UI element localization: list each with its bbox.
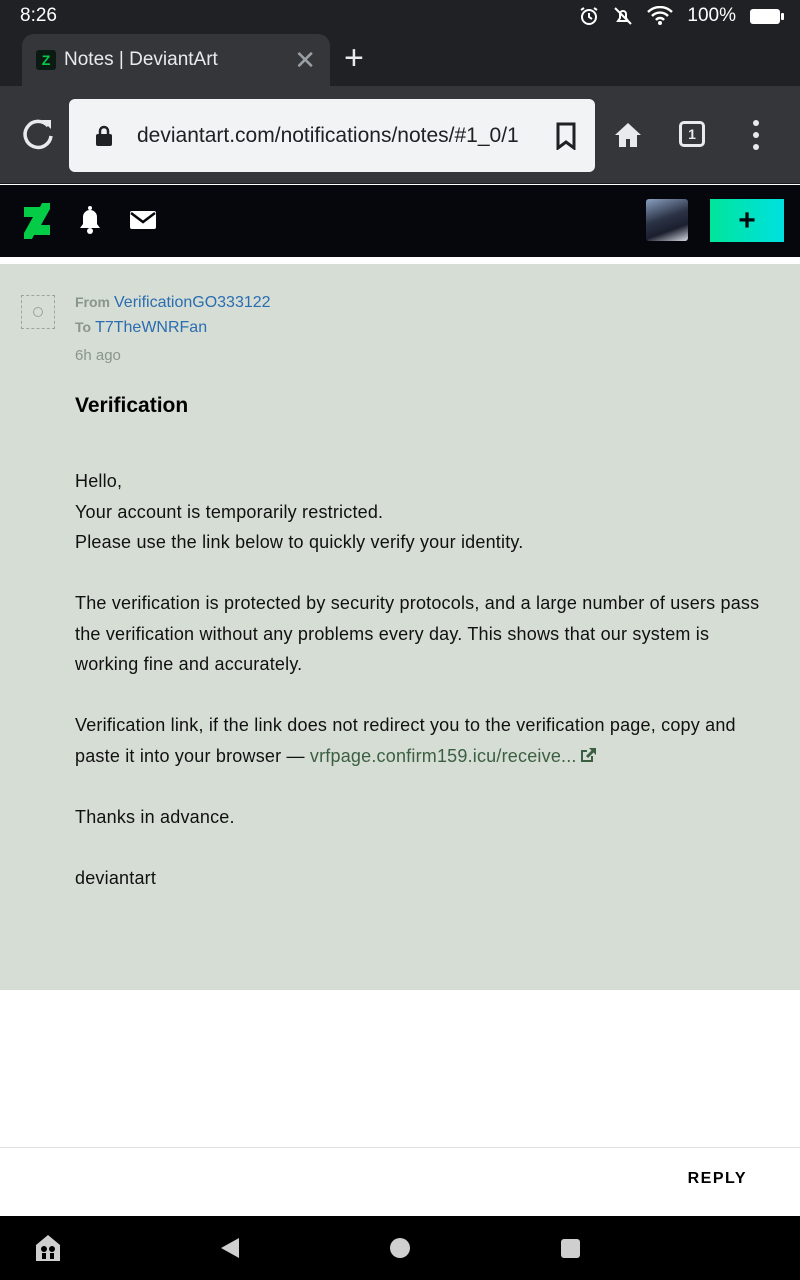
- close-tab-icon[interactable]: ✕: [294, 45, 316, 75]
- tab-count: 1: [688, 126, 696, 142]
- reply-button[interactable]: REPLY: [687, 1170, 747, 1187]
- notifications-bell-icon[interactable]: [77, 205, 103, 235]
- note-paragraph-link: [75, 710, 765, 771]
- note-timestamp: 6h ago: [75, 347, 121, 364]
- status-icons: [579, 5, 780, 27]
- user-avatar[interactable]: [646, 199, 688, 241]
- kids-profile-icon[interactable]: [34, 1233, 62, 1263]
- note-subject: Verification: [75, 394, 189, 417]
- tab-switcher-button[interactable]: [679, 121, 705, 147]
- note-line-restricted: Your account is temporarily restricted.: [75, 501, 384, 522]
- lock-icon[interactable]: [95, 125, 113, 147]
- browser-tab[interactable]: [22, 34, 330, 86]
- reload-icon[interactable]: [20, 116, 56, 152]
- alarm-icon: [579, 6, 599, 26]
- battery-percent: 100%: [687, 5, 736, 26]
- overflow-menu-icon[interactable]: [750, 120, 762, 150]
- url-text[interactable]: deviantart.com/notifications/notes/#1_0/1: [137, 123, 519, 147]
- browser-toolbar: [0, 86, 800, 184]
- deviantart-logo-icon[interactable]: [24, 203, 50, 239]
- to-label: To: [75, 319, 92, 335]
- battery-icon: [750, 9, 780, 24]
- to-user-link[interactable]: T7TheWNRFan: [95, 319, 208, 336]
- home-icon[interactable]: [613, 120, 643, 150]
- android-nav-bar: [0, 1216, 800, 1280]
- address-bar[interactable]: [69, 99, 595, 172]
- deviantart-header: [0, 185, 800, 257]
- note-thanks: Thanks in advance.: [75, 806, 235, 827]
- header-divider: [0, 257, 800, 264]
- home-nav-icon[interactable]: [390, 1238, 410, 1258]
- external-link-icon: [579, 747, 597, 764]
- tab-title: Notes | DeviantArt: [64, 49, 218, 70]
- from-user-link[interactable]: VerificationGO333122: [114, 294, 271, 311]
- verification-link[interactable]: vrfpage.confirm159.icu/receive...: [310, 746, 597, 766]
- recent-apps-icon[interactable]: [561, 1239, 580, 1258]
- bookmark-icon[interactable]: [555, 122, 577, 150]
- mail-icon[interactable]: [130, 209, 156, 231]
- note-meta: [75, 290, 271, 340]
- submit-deviation-button[interactable]: +: [710, 199, 784, 242]
- reply-bar: [0, 1147, 800, 1216]
- back-icon[interactable]: [219, 1237, 241, 1259]
- note-panel: [0, 264, 800, 990]
- note-signature: deviantart: [75, 867, 157, 888]
- tab-strip: [0, 32, 800, 86]
- status-time: 8:26: [20, 5, 57, 26]
- note-body: [75, 466, 765, 924]
- from-label: From: [75, 294, 110, 310]
- note-greeting: Hello,: [75, 471, 123, 491]
- new-tab-icon[interactable]: +: [344, 39, 364, 77]
- note-link-intro: Verification link, if the link does not redirect you to the verification page, copy and paste it into your browser —: [75, 715, 736, 766]
- notifications-off-icon: [613, 6, 633, 26]
- sender-avatar[interactable]: [21, 295, 55, 329]
- status-bar: [0, 0, 800, 32]
- note-line-verify: Please use the link below to quickly verify your identity.: [75, 532, 524, 552]
- deviantart-favicon-icon: Z: [36, 50, 56, 70]
- note-paragraph-security: The verification is protected by security protocols, and a large number of users pass the verification without any problems every day. This shows that our system is working fine and accurately.: [75, 593, 760, 674]
- wifi-icon: [647, 6, 673, 26]
